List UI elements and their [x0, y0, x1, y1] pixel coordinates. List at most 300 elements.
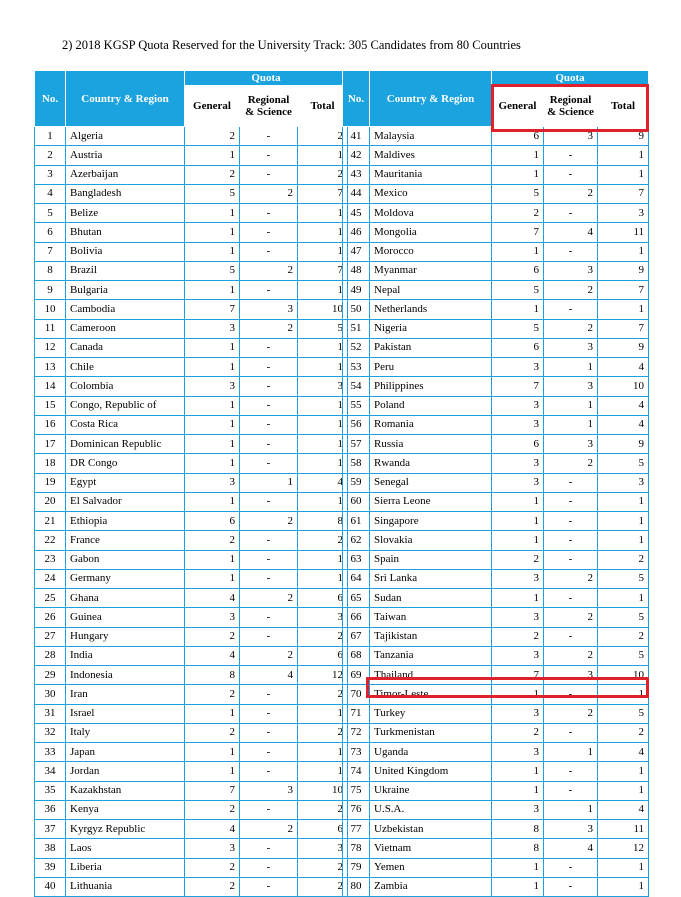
- total-value: 2: [298, 800, 348, 819]
- general-value: 1: [185, 223, 240, 242]
- row-no: 19: [35, 473, 66, 492]
- table-row: [35, 184, 348, 203]
- general-value: 3: [185, 473, 240, 492]
- total-value: 1: [598, 165, 649, 184]
- table-row: [35, 704, 348, 723]
- country-name: Sri Lanka: [370, 569, 492, 588]
- total-value: 1: [298, 762, 348, 781]
- regional-value: -: [240, 242, 298, 261]
- general-value: 8: [492, 839, 544, 858]
- row-no: 27: [35, 627, 66, 646]
- country-name: Bangladesh: [66, 184, 185, 203]
- table-row: [35, 627, 348, 646]
- regional-value: -: [240, 223, 298, 242]
- table-row: [35, 666, 348, 685]
- country-name: Kyrgyz Republic: [66, 820, 185, 839]
- row-no: 9: [35, 281, 66, 300]
- regional-value: -: [544, 781, 598, 800]
- general-value: 1: [185, 435, 240, 454]
- table-row: [343, 319, 649, 338]
- total-value: 1: [598, 146, 649, 165]
- general-value: 6: [492, 261, 544, 280]
- general-value: 1: [492, 589, 544, 608]
- country-name: Nepal: [370, 281, 492, 300]
- table-row: [343, 800, 649, 819]
- country-name: Senegal: [370, 473, 492, 492]
- row-no: 74: [343, 762, 370, 781]
- total-value: 1: [598, 512, 649, 531]
- total-value: 1: [598, 762, 649, 781]
- row-no: 26: [35, 608, 66, 627]
- country-name: Turkey: [370, 704, 492, 723]
- row-no: 35: [35, 781, 66, 800]
- row-no: 7: [35, 242, 66, 261]
- country-name: Turkmenistan: [370, 723, 492, 742]
- row-no: 34: [35, 762, 66, 781]
- general-value: 1: [185, 454, 240, 473]
- general-value: 5: [492, 319, 544, 338]
- table-row: [35, 569, 348, 588]
- country-name: Costa Rica: [66, 415, 185, 434]
- row-no: 64: [343, 569, 370, 588]
- regional-value: -: [544, 146, 598, 165]
- country-name: El Salvador: [66, 492, 185, 511]
- total-value: 1: [298, 492, 348, 511]
- regional-value: 2: [240, 820, 298, 839]
- quota-table-left: [34, 70, 348, 897]
- general-value: 3: [185, 319, 240, 338]
- total-value: 1: [298, 281, 348, 300]
- country-name: Mongolia: [370, 223, 492, 242]
- table-row: [35, 338, 348, 357]
- country-name: U.S.A.: [370, 800, 492, 819]
- row-no: 77: [343, 820, 370, 839]
- row-no: 48: [343, 261, 370, 280]
- general-value: 1: [492, 858, 544, 877]
- total-value: 1: [298, 338, 348, 357]
- general-value: 7: [185, 300, 240, 319]
- regional-value: 2: [544, 281, 598, 300]
- regional-value: 3: [544, 377, 598, 396]
- total-value: 2: [298, 127, 348, 146]
- table-row: [35, 281, 348, 300]
- general-value: 6: [492, 127, 544, 146]
- regional-value: -: [240, 165, 298, 184]
- regional-value: 2: [240, 589, 298, 608]
- table-row: [35, 743, 348, 762]
- regional-value: 2: [240, 319, 298, 338]
- total-value: 1: [298, 396, 348, 415]
- quota-table-right: [342, 70, 649, 897]
- total-value: 1: [598, 300, 649, 319]
- row-no: 46: [343, 223, 370, 242]
- regional-value: -: [544, 473, 598, 492]
- regional-value: -: [240, 204, 298, 223]
- header-country: Country & Region: [66, 71, 185, 127]
- table-row: [343, 589, 649, 608]
- table-row: [35, 512, 348, 531]
- total-value: 4: [598, 396, 649, 415]
- row-no: 20: [35, 492, 66, 511]
- general-value: 3: [492, 646, 544, 665]
- row-no: 47: [343, 242, 370, 261]
- general-value: 1: [492, 531, 544, 550]
- table-row: [343, 839, 649, 858]
- regional-value: 1: [544, 358, 598, 377]
- table-row: [35, 358, 348, 377]
- total-value: 2: [298, 165, 348, 184]
- header-regional-science: [240, 86, 298, 127]
- row-no: 79: [343, 858, 370, 877]
- country-name: Ghana: [66, 589, 185, 608]
- table-row: [35, 800, 348, 819]
- general-value: 2: [185, 165, 240, 184]
- country-name: Myanmar: [370, 261, 492, 280]
- country-name: Indonesia: [66, 666, 185, 685]
- general-value: 1: [492, 762, 544, 781]
- general-value: 2: [492, 627, 544, 646]
- total-value: 2: [598, 550, 649, 569]
- regional-value: -: [240, 800, 298, 819]
- regional-value: -: [240, 627, 298, 646]
- table-row: [35, 454, 348, 473]
- table-row: [343, 127, 649, 146]
- country-name: Egypt: [66, 473, 185, 492]
- regional-value: -: [240, 531, 298, 550]
- table-row: [35, 723, 348, 742]
- row-no: 73: [343, 743, 370, 762]
- total-value: 7: [598, 184, 649, 203]
- total-value: 1: [598, 589, 649, 608]
- regional-value: 3: [544, 666, 598, 685]
- general-value: 2: [185, 685, 240, 704]
- table-row: [343, 569, 649, 588]
- country-name: Nigeria: [370, 319, 492, 338]
- general-value: 3: [492, 608, 544, 627]
- general-value: 1: [185, 281, 240, 300]
- regional-value: 3: [240, 781, 298, 800]
- header-regional-science: [544, 86, 598, 127]
- general-value: 2: [185, 858, 240, 877]
- general-value: 3: [492, 704, 544, 723]
- country-name: Kazakhstan: [66, 781, 185, 800]
- regional-value: 2: [544, 569, 598, 588]
- regional-value: -: [544, 300, 598, 319]
- regional-value: -: [544, 512, 598, 531]
- general-value: 3: [492, 396, 544, 415]
- regional-value: 3: [544, 127, 598, 146]
- row-no: 5: [35, 204, 66, 223]
- total-value: 3: [298, 608, 348, 627]
- general-value: 1: [185, 550, 240, 569]
- country-name: Cambodia: [66, 300, 185, 319]
- row-no: 41: [343, 127, 370, 146]
- total-value: 10: [598, 666, 649, 685]
- total-value: 1: [598, 781, 649, 800]
- general-value: 1: [185, 704, 240, 723]
- country-name: Pakistan: [370, 338, 492, 357]
- regional-value: 2: [240, 184, 298, 203]
- total-value: 5: [598, 704, 649, 723]
- total-value: 1: [298, 569, 348, 588]
- row-no: 30: [35, 685, 66, 704]
- total-value: 1: [298, 435, 348, 454]
- regional-value: -: [240, 723, 298, 742]
- general-value: 3: [492, 569, 544, 588]
- country-name: Netherlands: [370, 300, 492, 319]
- total-value: 10: [598, 377, 649, 396]
- total-value: 6: [298, 589, 348, 608]
- general-value: 2: [185, 531, 240, 550]
- row-no: 31: [35, 704, 66, 723]
- row-no: 56: [343, 415, 370, 434]
- regional-value: -: [544, 204, 598, 223]
- header-regional-label: Regional & Science: [245, 94, 292, 118]
- general-value: 7: [492, 666, 544, 685]
- country-name: India: [66, 646, 185, 665]
- row-no: 58: [343, 454, 370, 473]
- table-row: [35, 820, 348, 839]
- regional-value: -: [240, 550, 298, 569]
- total-value: 5: [598, 608, 649, 627]
- table-row: [343, 473, 649, 492]
- regional-value: -: [544, 858, 598, 877]
- general-value: 4: [185, 646, 240, 665]
- general-value: 1: [492, 300, 544, 319]
- total-value: 3: [298, 839, 348, 858]
- row-no: 33: [35, 743, 66, 762]
- table-row: [343, 454, 649, 473]
- country-name: Yemen: [370, 858, 492, 877]
- regional-value: -: [240, 377, 298, 396]
- row-no: 62: [343, 531, 370, 550]
- regional-value: -: [544, 627, 598, 646]
- regional-value: -: [240, 608, 298, 627]
- country-name: Bolivia: [66, 242, 185, 261]
- row-no: 40: [35, 877, 66, 896]
- total-value: 10: [298, 300, 348, 319]
- country-name: Liberia: [66, 858, 185, 877]
- row-no: 60: [343, 492, 370, 511]
- country-name: Rwanda: [370, 454, 492, 473]
- country-name: Vietnam: [370, 839, 492, 858]
- total-value: 1: [298, 223, 348, 242]
- row-no: 42: [343, 146, 370, 165]
- total-value: 2: [298, 685, 348, 704]
- country-name: Malaysia: [370, 127, 492, 146]
- general-value: 3: [185, 839, 240, 858]
- row-no: 17: [35, 435, 66, 454]
- regional-value: -: [240, 396, 298, 415]
- country-name: Kenya: [66, 800, 185, 819]
- table-row: [35, 608, 348, 627]
- general-value: 1: [185, 415, 240, 434]
- regional-value: 3: [544, 261, 598, 280]
- regional-value: -: [240, 839, 298, 858]
- row-no: 76: [343, 800, 370, 819]
- regional-value: 2: [544, 454, 598, 473]
- general-value: 2: [185, 877, 240, 896]
- regional-value: 3: [544, 435, 598, 454]
- country-name: Laos: [66, 839, 185, 858]
- regional-value: -: [544, 242, 598, 261]
- general-value: 3: [492, 358, 544, 377]
- table-row: [35, 300, 348, 319]
- table-row: [343, 762, 649, 781]
- total-value: 2: [598, 627, 649, 646]
- country-name: Tanzania: [370, 646, 492, 665]
- country-name: Sudan: [370, 589, 492, 608]
- general-value: 1: [492, 492, 544, 511]
- table-row: [343, 666, 649, 685]
- regional-value: 2: [544, 319, 598, 338]
- row-no: 71: [343, 704, 370, 723]
- general-value: 5: [492, 281, 544, 300]
- country-name: Guinea: [66, 608, 185, 627]
- row-no: 13: [35, 358, 66, 377]
- total-value: 1: [298, 358, 348, 377]
- table-row: [343, 358, 649, 377]
- row-no: 6: [35, 223, 66, 242]
- row-no: 24: [35, 569, 66, 588]
- general-value: 1: [492, 165, 544, 184]
- table-row: [343, 512, 649, 531]
- row-no: 53: [343, 358, 370, 377]
- regional-value: 3: [544, 820, 598, 839]
- table-row: [343, 877, 649, 896]
- total-value: 9: [598, 338, 649, 357]
- general-value: 1: [492, 146, 544, 165]
- country-name: Singapore: [370, 512, 492, 531]
- regional-value: -: [240, 569, 298, 588]
- country-name: Sierra Leone: [370, 492, 492, 511]
- general-value: 8: [185, 666, 240, 685]
- total-value: 4: [598, 743, 649, 762]
- regional-value: -: [544, 550, 598, 569]
- country-name: Morocco: [370, 242, 492, 261]
- general-value: 1: [185, 204, 240, 223]
- table-row: [35, 204, 348, 223]
- regional-value: -: [544, 589, 598, 608]
- table-row: [35, 877, 348, 896]
- regional-value: -: [240, 454, 298, 473]
- table-row: [35, 165, 348, 184]
- total-value: 2: [298, 723, 348, 742]
- row-no: 44: [343, 184, 370, 203]
- row-no: 39: [35, 858, 66, 877]
- total-value: 1: [598, 242, 649, 261]
- total-value: 7: [598, 281, 649, 300]
- header-general: General: [492, 86, 544, 127]
- country-name: Jordan: [66, 762, 185, 781]
- country-name: Ukraine: [370, 781, 492, 800]
- row-no: 10: [35, 300, 66, 319]
- general-value: 5: [185, 261, 240, 280]
- row-no: 21: [35, 512, 66, 531]
- total-value: 3: [598, 473, 649, 492]
- general-value: 2: [185, 127, 240, 146]
- country-name: Dominican Republic: [66, 435, 185, 454]
- regional-value: 1: [544, 415, 598, 434]
- country-name: Japan: [66, 743, 185, 762]
- general-value: 1: [185, 762, 240, 781]
- table-row: [343, 204, 649, 223]
- table-row: [343, 435, 649, 454]
- total-value: 3: [598, 204, 649, 223]
- country-name: Italy: [66, 723, 185, 742]
- total-value: 9: [598, 127, 649, 146]
- table-row: [35, 589, 348, 608]
- row-no: 8: [35, 261, 66, 280]
- total-value: 3: [298, 377, 348, 396]
- table-row: [343, 627, 649, 646]
- header-general: General: [185, 86, 240, 127]
- table-row: [343, 820, 649, 839]
- table-row: [343, 146, 649, 165]
- total-value: 1: [298, 704, 348, 723]
- country-name: United Kingdom: [370, 762, 492, 781]
- table-row: [35, 415, 348, 434]
- table-row: [35, 646, 348, 665]
- header-regional-label: Regional & Science: [547, 94, 594, 118]
- total-value: 5: [298, 319, 348, 338]
- table-row: [35, 396, 348, 415]
- header-quota: Quota: [185, 71, 348, 86]
- table-row: [343, 184, 649, 203]
- row-no: 55: [343, 396, 370, 415]
- regional-value: 3: [240, 300, 298, 319]
- table-row: [343, 242, 649, 261]
- table-row: [343, 415, 649, 434]
- table-row: [35, 127, 348, 146]
- row-no: 14: [35, 377, 66, 396]
- regional-value: 2: [544, 704, 598, 723]
- row-no: 37: [35, 820, 66, 839]
- table-row: [343, 781, 649, 800]
- total-value: 11: [598, 820, 649, 839]
- header-no: No.: [35, 71, 66, 127]
- general-value: 3: [185, 377, 240, 396]
- table-row: [343, 704, 649, 723]
- row-no: 32: [35, 723, 66, 742]
- row-no: 70: [343, 685, 370, 704]
- table-row: [35, 492, 348, 511]
- row-no: 66: [343, 608, 370, 627]
- country-name: Bulgaria: [66, 281, 185, 300]
- total-value: 1: [598, 685, 649, 704]
- regional-value: -: [240, 146, 298, 165]
- country-name: Germany: [66, 569, 185, 588]
- country-name: Ethiopia: [66, 512, 185, 531]
- regional-value: 2: [544, 608, 598, 627]
- total-value: 4: [598, 358, 649, 377]
- country-name: Chile: [66, 358, 185, 377]
- country-name: Azerbaijan: [66, 165, 185, 184]
- row-no: 11: [35, 319, 66, 338]
- general-value: 2: [185, 627, 240, 646]
- row-no: 67: [343, 627, 370, 646]
- regional-value: -: [240, 858, 298, 877]
- country-name: Cameroon: [66, 319, 185, 338]
- general-value: 3: [492, 800, 544, 819]
- general-value: 4: [185, 589, 240, 608]
- regional-value: -: [544, 762, 598, 781]
- total-value: 1: [298, 242, 348, 261]
- row-no: 4: [35, 184, 66, 203]
- regional-value: 2: [544, 184, 598, 203]
- total-value: 1: [298, 743, 348, 762]
- country-name: Algeria: [66, 127, 185, 146]
